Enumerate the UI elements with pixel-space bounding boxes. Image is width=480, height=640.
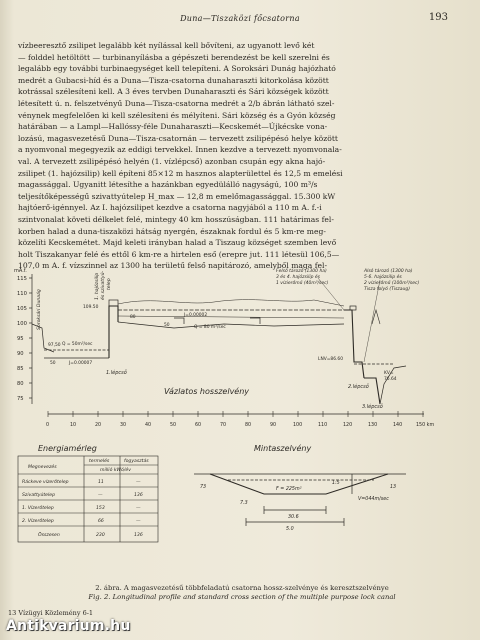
caption-hungarian: 2. ábra. A magasvezetésű többfeladatú csatorna hossz-szelvénye és keresztszelvénye (95, 584, 389, 592)
table-header: termelés (89, 459, 110, 464)
figure-drawing (14, 266, 466, 584)
canal-bed-high (118, 322, 344, 328)
cross-section (194, 443, 406, 532)
table-cell: Összesen (38, 533, 60, 538)
lock-structure-3 (364, 378, 380, 404)
text-line: teljesítőképességű szivattyútelep H_max — 12,8 m emelőmagassággal. 15.300 kW (18, 191, 336, 201)
flow-label: Q = 50m³/sec (62, 342, 93, 347)
step3-label: 3.lépcső (362, 404, 383, 410)
text-line: határában — a Lampl—Hallóssy-féle Dunaharaszti—Kecskemét—Újkécske vona- (18, 122, 328, 132)
text-line: medrét a Gubacsi-híd és a Duna—Tisza-csatorna dunaharaszti kitorkolása között (18, 75, 329, 85)
table-cell: 230 (96, 533, 105, 538)
reservoir1-label: 3 és 4. hajózsilip és (276, 275, 321, 280)
reservoir1-label: 1 vízierőmű (40m³/sec) (276, 281, 329, 286)
level-label: 109.50 (83, 305, 99, 310)
energy-table-title: Energiamérleg (38, 444, 97, 453)
text-line: vízbeeresztő zsilipet legalább két nyílással kell bővíteni, az ugyanott levő két (18, 41, 315, 50)
level-label: KV= (384, 371, 394, 376)
table-cell: — (136, 519, 141, 524)
y-tick-label: 90 (17, 351, 24, 357)
number-label: 50 (164, 323, 170, 328)
x-tick-label: 10 (70, 423, 77, 428)
x-tick-label: 50 (170, 423, 177, 428)
text-line: korben halad a duna-tiszaközi hátság nyergén, északnak fordul és 5 km-re meg- (18, 226, 326, 236)
level-label: LNV=86.60 (318, 357, 343, 362)
reservoir1-label: Felső tározó (1300 ha) (276, 269, 327, 274)
table-header: millió kWó/év (100, 468, 131, 473)
section-label: 73 (200, 485, 207, 490)
y-tick-label: 85 (17, 366, 24, 372)
x-tick-label: 120 (343, 423, 353, 428)
y-tick-label: 95 (17, 336, 24, 342)
section-label: 13 (390, 485, 397, 490)
text-line: kotrással szélesíteni kell. A 3 éves tervben Dunaharaszti és Sári községek között (18, 87, 329, 97)
reservoir2-label: Alsó tározó (1300 ha) (364, 269, 413, 274)
table-cell: 136 (134, 493, 143, 498)
profile-labels (14, 267, 434, 428)
y-tick-label: 75 (17, 396, 24, 402)
section-label: V=044m/sec (358, 497, 389, 502)
x-tick-label: 150 km (416, 423, 435, 428)
number-label: 80 (130, 315, 136, 320)
lock-structure-2 (344, 310, 364, 378)
x-tick-label: 130 (368, 423, 378, 428)
text-line: közelíti Kecskemétet. Majd keleti irányban halad a Tiszaug községet szemben levő (18, 238, 337, 248)
flow-label: 50 (50, 361, 56, 366)
text-line: lozású, magasvezetésű Duna—Tisza-csatornán — tervezett zsilipépésó helye között (18, 133, 338, 143)
cross-section-title: Mintaszelvény (254, 444, 312, 453)
y-tick-label: 110 (17, 291, 27, 297)
x-tick-label: 60 (195, 423, 202, 428)
table-header: Megnevezés (28, 465, 57, 470)
lock1-label-b: és szivattyú- (101, 270, 106, 300)
slope-label: J=0.00002 (184, 313, 208, 318)
reservoir2-label: 5-6. hajózsilip és (364, 275, 402, 280)
text-line: szintvonalat követi délkelet felé, mintegy 40 km hosszúságban. 111 határimas fel- (18, 214, 334, 224)
text-line: vénynek megfelelően ki kell szélesíteni és mélyíteni. Sári község és a Gyón község (18, 110, 336, 120)
running-title: Duna—Tiszaközi főcsatorna (180, 14, 300, 23)
watermark-logo: Antikvarium.hu (6, 618, 131, 634)
lock1-label-a: 1. hajózsilip (95, 272, 100, 300)
table-cell: 136 (134, 533, 143, 538)
x-tick-label: 100 (293, 423, 303, 428)
x-tick-label: 20 (95, 423, 102, 428)
section-label: 5.0 (286, 527, 294, 532)
table-cell: 11 (98, 480, 104, 485)
level-label: 76.64 (384, 377, 397, 382)
flow-label: Q = 80 m³/sec (194, 325, 226, 330)
table-cell: 1. Vízerőtelep (22, 506, 54, 511)
text-line: zsilipet (1. hajózsilip) kell építeni 85×12 m hasznos alapterülettel és 12,5 m emelési (18, 168, 343, 178)
reservoir2-label: 2 vízierőmű (100m³/sec) (364, 281, 420, 286)
text-line: legalább egy további turbinaegységet kell telepíteni. A Soroksári Dunág hajózható (18, 64, 336, 74)
lock-building-2 (350, 306, 356, 310)
terrain-line (118, 300, 344, 306)
text-line: hajtóerő-igénnyel. Az I. hajózsilipet kezdve a csatorna nagyjából a 110 m A. f.-i (18, 203, 322, 213)
x-tick-label: 70 (220, 423, 227, 428)
text-line: magassággal. Ugyanitt létesíthe a hazánkban egyedülálló nagyságú, 100 m³/s (18, 180, 318, 190)
text-line: val. A tervezett zsilipépésó helyén (1. vízlépcső) azonban csupán egy akna hajó- (18, 156, 326, 166)
caption-english: Fig. 2. Longitudinal profile and standard cross section of the multiple purpose lock canal (88, 593, 396, 601)
table-cell: 66 (98, 519, 104, 524)
step1-label: 1.lépcső (106, 370, 127, 376)
table-cell: — (98, 493, 103, 498)
text-line: — folddel hetöltött — turbinanyílásba a gépészeti berendezést be kell szerelni és (18, 52, 330, 62)
figure-caption (24, 584, 460, 602)
danube-label: Soroksári Dunaág (37, 289, 42, 330)
table-cell: 153 (96, 506, 105, 511)
unit-label: mA.f. (14, 268, 27, 274)
y-tick-label: 80 (17, 381, 24, 387)
x-tick-label: 30 (120, 423, 127, 428)
x-tick-label: 40 (145, 423, 152, 428)
page-number: 193 (428, 12, 448, 23)
text-line: 107,0 m A. f. vízszinnel az 1300 ha területű felső napitározó, amelyből maga fel- (18, 261, 328, 271)
profile-title: Vázlatos hosszelvény (164, 387, 250, 396)
slope-label: J=0.00007 (69, 361, 93, 366)
section-label: 30.6 (288, 515, 299, 520)
table-header: fogyasztás (124, 459, 149, 464)
lock-structure-1 (109, 306, 118, 358)
x-tick-label: 140 (393, 423, 403, 428)
section-label: F = 225m² (276, 487, 302, 492)
table-cell: 2. Vízerőtelep (22, 519, 54, 524)
footer-signature: 13 Vízügyi Közlemény 6-1 (8, 609, 94, 617)
level-label: 97,50 (48, 343, 61, 348)
x-tick-label: 110 (318, 423, 328, 428)
step2-label: 2.lépcső (348, 384, 369, 390)
y-tick-label: 100 (17, 321, 27, 327)
section-label: 1:5 (332, 481, 340, 486)
x-tick-label: 90 (270, 423, 277, 428)
table-cell: Ráckeve vízerőtelep (22, 480, 69, 485)
body-text (18, 40, 458, 272)
text-line: a nyomvonal megegyezik az eddigi tervekkel. Innen kezdve a tervezett nyomvonala- (18, 145, 342, 155)
x-tick-label: 0 (46, 423, 50, 428)
table-cell: — (136, 506, 141, 511)
y-tick-label: 115 (17, 276, 27, 282)
lock-building-1 (109, 300, 118, 306)
figure (14, 266, 466, 626)
text-line: holt Tiszakanyar felé és ettől 6 km-re a hirtelen eső (erepre jut. 111 létesül 106,5— (18, 249, 340, 259)
lock1-label-c: telep (107, 278, 112, 290)
section-label: 7.3 (240, 501, 248, 506)
energy-table (18, 443, 158, 542)
reservoir2-label: Tisza folyó (Tiszaug) (364, 287, 411, 292)
canal-bank-line (118, 316, 344, 318)
table-cell: — (136, 480, 141, 485)
x-tick-label: 80 (245, 423, 252, 428)
table-cell: Szivattyútelep (22, 493, 56, 498)
y-tick-label: 105 (17, 306, 27, 312)
text-line: létesített ú. n. felszetvényű Duna—Tisza-csatorna medrét a 2/b ábrán látható szel- (18, 98, 335, 108)
